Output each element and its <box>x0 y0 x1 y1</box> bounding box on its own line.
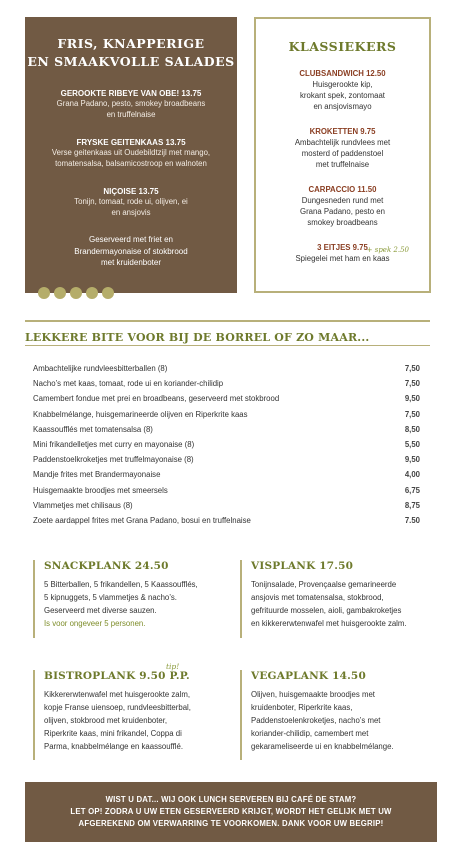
bistroplank-section: BISTROPLANK 9.50 P.P. Kikkererwtenwafel met huisgerookte zalm, kopje Franse uiensoep, rundvleesbitterbal, olijven, stokbrood met kruidenboter, Riperkrite kaas, mini frikandel, Coppa di Parma, knabbelmélange en kaassoufflé. <box>33 670 233 753</box>
accent-bar <box>33 560 35 638</box>
bite-price: 4,00 <box>404 470 420 480</box>
bite-price: 8,50 <box>404 424 420 434</box>
classic-name: 3 EITJES <box>317 243 351 252</box>
divider <box>25 320 430 322</box>
bite-name: Kaassoufflés met tomatensalsa (8) <box>33 424 153 434</box>
tip-note: tip! <box>166 662 180 671</box>
list-item <box>33 452 420 467</box>
classic-price: 9.75 <box>352 243 368 252</box>
list-item <box>33 391 420 406</box>
bite-name: Paddenstoelkroketjes met truffelmayonaise (8) <box>33 455 194 465</box>
bite-name: Ambachtelijke rundvleesbitterballen (8) <box>33 364 168 373</box>
bite-name: Vlammetjes met chilisaus (8) <box>33 500 133 510</box>
lunch-line: WIST U DAT... WIJ OOK LUNCH SERVEREN BIJ CAFÉ DE STAM? <box>105 795 357 804</box>
plank-title: BISTROPLANK 9.50 P.P. <box>44 670 190 682</box>
plank-title: VISPLANK 17.50 <box>251 560 354 572</box>
salad-price: 13.75 <box>181 89 202 98</box>
classic-price: 12.50 <box>366 69 386 78</box>
bite-price: 9,50 <box>404 455 420 465</box>
dot-icon <box>70 287 82 299</box>
salad-item <box>25 137 237 169</box>
vegaplank-section: VEGAPLANK 14.50 Olijven, huisgemaakte broodjes met kruidenboter, Riperkrite kaas, Paddenstoelenkroketjes, nacho’s met koriander-chilidip, camembert met gekarameliseerde ui en knabbelmélange. <box>240 670 440 753</box>
bite-price: 8,75 <box>404 500 420 510</box>
salad-desc: tomatensalsa, balsamicostroop en walnoten <box>55 158 207 168</box>
salad-desc: Tonijn, tomaat, rode ui, olijven, ei <box>74 197 188 206</box>
snackplank-section: SNACKPLANK 24.50 5 Bitterballen, 5 frikandellen, 5 Kaassoufflés, 5 kipnuggets, 5 vlammetjes & nacho’s. Geserveerd met diverse sauzen. Is voor ongeveer 5 personen. <box>33 560 233 630</box>
bite-price: 5,50 <box>404 440 420 450</box>
bite-price: 7,50 <box>404 379 420 389</box>
bite-price: 7.50 <box>404 516 420 526</box>
salads-footer: Geserveerd met friet en Brandermayonaise of stokbrood met kruidenboter <box>74 235 188 267</box>
plank-title: VEGAPLANK 14.50 <box>251 670 366 682</box>
salad-desc: en ansjovis <box>111 207 151 217</box>
bite-name: Knabbelmélange, huisgemarineerde olijven en Riperkrite kaas <box>33 409 248 419</box>
classic-name: KROKETTEN <box>309 127 359 136</box>
plank-title: SNACKPLANK 24.50 <box>44 560 169 572</box>
classic-name: CLUBSANDWICH <box>299 69 364 78</box>
bite-name: Huisgemaakte broodjes met smeersels <box>33 485 168 495</box>
list-item <box>33 513 420 528</box>
visplank-section: VISPLANK 17.50 Tonijnsalade, Provençaalse gemarineerde ansjovis met tomatensalsa, stokbrood, gefrituurde mosselen, aioli, gambakroketjes en kikkererwtenwafel met huisgerookte zalm. <box>240 560 440 630</box>
accent-bar <box>240 670 242 760</box>
bite-price: 6,75 <box>404 485 420 495</box>
lunch-line: AFGEREKEND OM VERWARRING TE VOORKOMEN. DANK VOOR UW BEGRIP! <box>78 819 384 828</box>
bite-name: Camembert fondue met prei en broadbeans, geserveerd met stokbrood <box>33 394 280 404</box>
accent-bar <box>33 670 35 760</box>
classic-price: 11.50 <box>357 185 377 194</box>
classic-item: CLUBSANDWICH 12.50 Huisgerookte kip, krokant spek, zontomaat en ansjovismayo <box>299 69 386 111</box>
bite-name: Mandje frites met Brandermayonaise <box>33 470 161 480</box>
classic-item: CARPACCIO 11.50 Dungesneden rund met Grana Padano, pesto en smokey broadbeans <box>300 185 385 227</box>
dot-icon <box>38 287 50 299</box>
salad-price: 13.75 <box>165 138 186 147</box>
salad-name: FRYSKE GEITENKAAS <box>76 138 164 147</box>
bite-price: 7,50 <box>404 364 420 373</box>
salad-desc: Verse geitenkaas uit Oudebildtzijl met mango, <box>51 148 211 157</box>
bites-list <box>33 361 420 528</box>
classics-panel <box>254 17 431 293</box>
list-item <box>33 422 420 437</box>
classic-name: CARPACCIO <box>308 185 356 194</box>
classics-title: KLASSIEKERS <box>288 39 397 54</box>
list-item <box>33 407 420 422</box>
divider <box>25 345 430 346</box>
list-item <box>33 437 420 452</box>
spek-note: + spek 2.50 <box>366 246 409 254</box>
salad-item <box>25 88 237 120</box>
salad-item <box>25 186 237 218</box>
salads-title: FRIS, KNAPPERIGE EN SMAAKVOLLE SALADES <box>27 36 235 69</box>
dot-icon <box>102 287 114 299</box>
bite-name: Zoete aardappel frites met Grana Padano, bosui en truffelnaise <box>33 516 251 526</box>
bite-name: Nacho’s met kaas, tomaat, rode ui en koriander-chilidip <box>33 379 224 389</box>
classic-price: 9.75 <box>360 127 376 136</box>
lunch-banner <box>25 782 437 842</box>
lunch-line: LET OP! ZODRA U UW ETEN GESERVEERD KRIJGT, WORDT HET GELIJK MET UW <box>70 807 392 816</box>
list-item <box>33 361 420 376</box>
list-item <box>33 483 420 498</box>
bites-title: LEKKERE BITE VOOR BIJ DE BORREL OF ZO MAAR... <box>25 331 370 344</box>
bite-price: 9,50 <box>404 394 420 404</box>
list-item <box>33 376 420 391</box>
bite-price: 7,50 <box>404 409 420 419</box>
decorative-dots <box>38 287 114 299</box>
bite-name: Mini frikandelletjes met curry en mayonaise (8) <box>33 440 195 450</box>
salad-desc: Grana Padano, pesto, smokey broadbeans <box>56 99 206 108</box>
salads-panel <box>25 17 237 293</box>
list-item <box>33 467 420 482</box>
classic-item: 3 EITJES 9.75 Spiegelei met ham en kaas <box>295 243 390 263</box>
classic-item: KROKETTEN 9.75 Ambachtelijk rundvlees met mosterd of paddenstoel met truffelnaise <box>294 127 391 169</box>
list-item <box>33 498 420 513</box>
salad-price: 13.75 <box>138 187 159 196</box>
salad-name: GEROOKTE RIBEYE VAN OBE! <box>60 89 180 98</box>
accent-bar <box>240 560 242 638</box>
dot-icon <box>54 287 66 299</box>
salad-name: NIÇOISE <box>103 187 137 196</box>
salad-desc: en truffelnaise <box>106 109 156 119</box>
plank-note: Is voor ongeveer 5 personen. <box>44 619 146 628</box>
dot-icon <box>86 287 98 299</box>
